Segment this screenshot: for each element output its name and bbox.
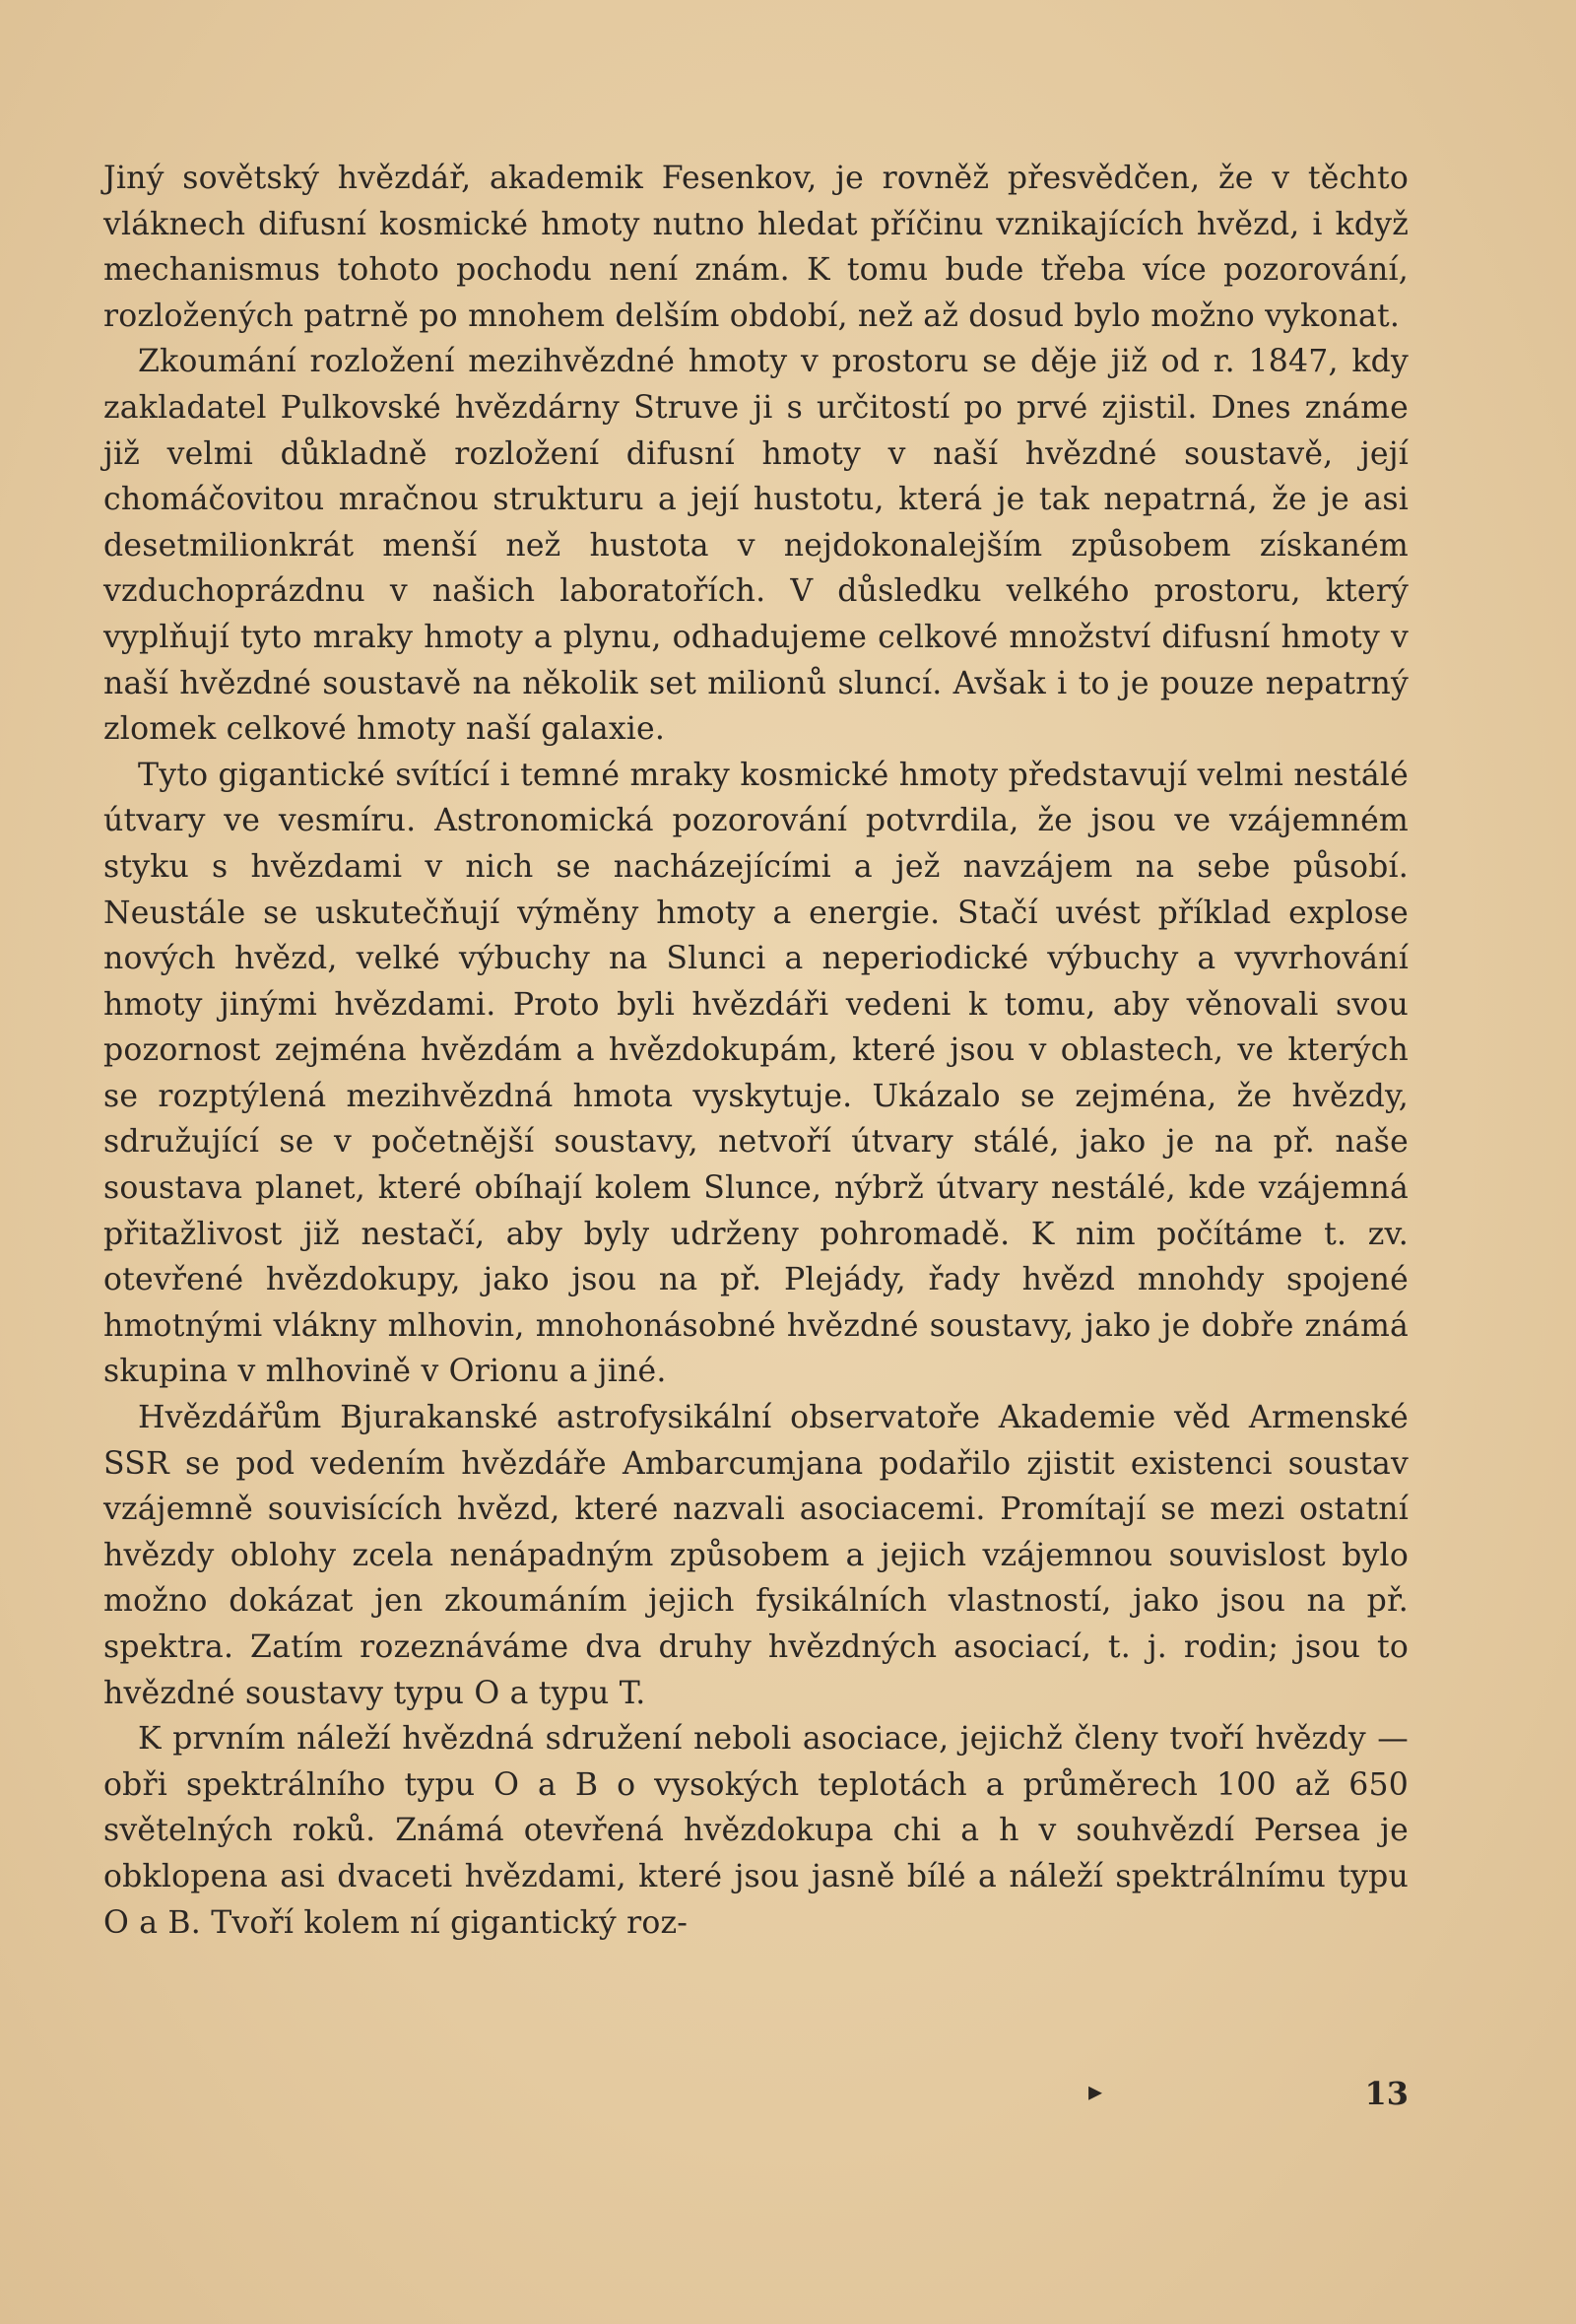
paragraph-5: K prvním náleží hvězdná sdružení neboli asociace, jejichž členy tvoří hvězdy — obři spektrálního typu O a B o vysokých teplotách a průměrech 100 až 650 světelných roků. Známá otevřená hvězdokupa chi a h v souhvězdí Persea je obklopena asi dvaceti hvězdami, které jsou jasně bílé a náleží spektrálnímu typu O a B. Tvoří kolem ní gigantický roz- — [103, 1721, 1409, 1941]
signature-mark: ▸ — [1088, 2075, 1103, 2107]
paragraph-2: Zkoumání rozložení mezihvězdné hmoty v prostoru se děje již od r. 1847, kdy zakladatel Pulkovské hvězdárny Struve ji s určitostí po prvé zjistil. Dnes známe již velmi důkladně rozložení difusní hmoty v naší hvězdné soustavě, její chomáčovitou mračnou strukturu a její hustotu, která je tak nepatrná, že je asi desetmilionkrát menší než hustota v nejdokonalejším způsobem získaném vzduchoprázdnu v našich laboratořích. V důsledku velkého prostoru, který vyplňují tyto mraky hmoty a plynu, odhadujeme celkové množství difusní hmoty v naší hvězdné soustavě na několik set milionů sluncí. Avšak i to je pouze nepatrný zlomek celkové hmoty naší galaxie. — [103, 344, 1409, 748]
paragraph-3: Tyto gigantické svítící i temné mraky kosmické hmoty představují velmi nestálé útvary ve vesmíru. Astronomická pozorování potvrdila, že jsou ve vzájemném styku s hvězdami v nich se nacházejícími a jež navzájem na sebe působí. Neustále se uskutečňují výměny hmoty a energie. Stačí uvést příklad explose nových hvězd, velké výbuchy na Slunci a neperiodické výbuchy a vyvrhování hmoty jinými hvězdami. Proto byli hvězdáři vedeni k tomu, aby věnovali svou pozornost zejména hvězdám a hvězdokupám, které jsou v oblastech, ve kterých se rozptýlená mezihvězdná hmota vyskytuje. Ukázalo se zejména, že hvězdy, sdružující se v početnější soustavy, netvoří útvary stálé, jako je na př. naše soustava planet, které obíhají kolem Slunce, nýbrž útvary nestálé, kde vzájemná přitažlivost již nestačí, aby byly udrženy pohromadě. K nim počítáme t. zv. otevřené hvězdokupy, jako jsou na př. Plejády, řady hvězd mnohdy spojené hmotnými vlákny mlhovin, mnohonásobné hvězdné soustavy, jako je dobře známá skupina v mlhovině v Orionu a jiné. — [103, 757, 1409, 1390]
page-body — [103, 156, 1409, 2175]
page-number: 13 — [1364, 2075, 1409, 2112]
paragraph-4: Hvězdářům Bjurakanské astrofysikální observatoře Akademie věd Armenské SSR se pod vedením hvězdáře Ambarcumjana podařilo zjistit existenci soustav vzájemně souvisících hvězd, které nazvali asociacemi. Promítají se mezi ostatní hvězdy oblohy zcela nenápadným způsobem a jejich vzájemnou souvislost bylo možno dokázat jen zkoumáním jejich fysikálních vlastností, jako jsou na př. spektra. Zatím rozeznáváme dva druhy hvězdných asociací, t. j. rodin; jsou to hvězdné soustavy typu O a typu T. — [103, 1400, 1409, 1711]
page-footer — [103, 2075, 1409, 2124]
paragraph-1: Jiný sovětský hvězdář, akademik Fesenkov, je rovněž přesvědčen, že v těchto vláknech difusní kosmické hmoty nutno hledat příčinu vznikajících hvězd, i když mechanismus tohoto pochodu není znám. K tomu bude třeba více pozorování, rozložených patrně po mnohem delším období, než až dosud bylo možno vykonat. — [103, 161, 1409, 334]
